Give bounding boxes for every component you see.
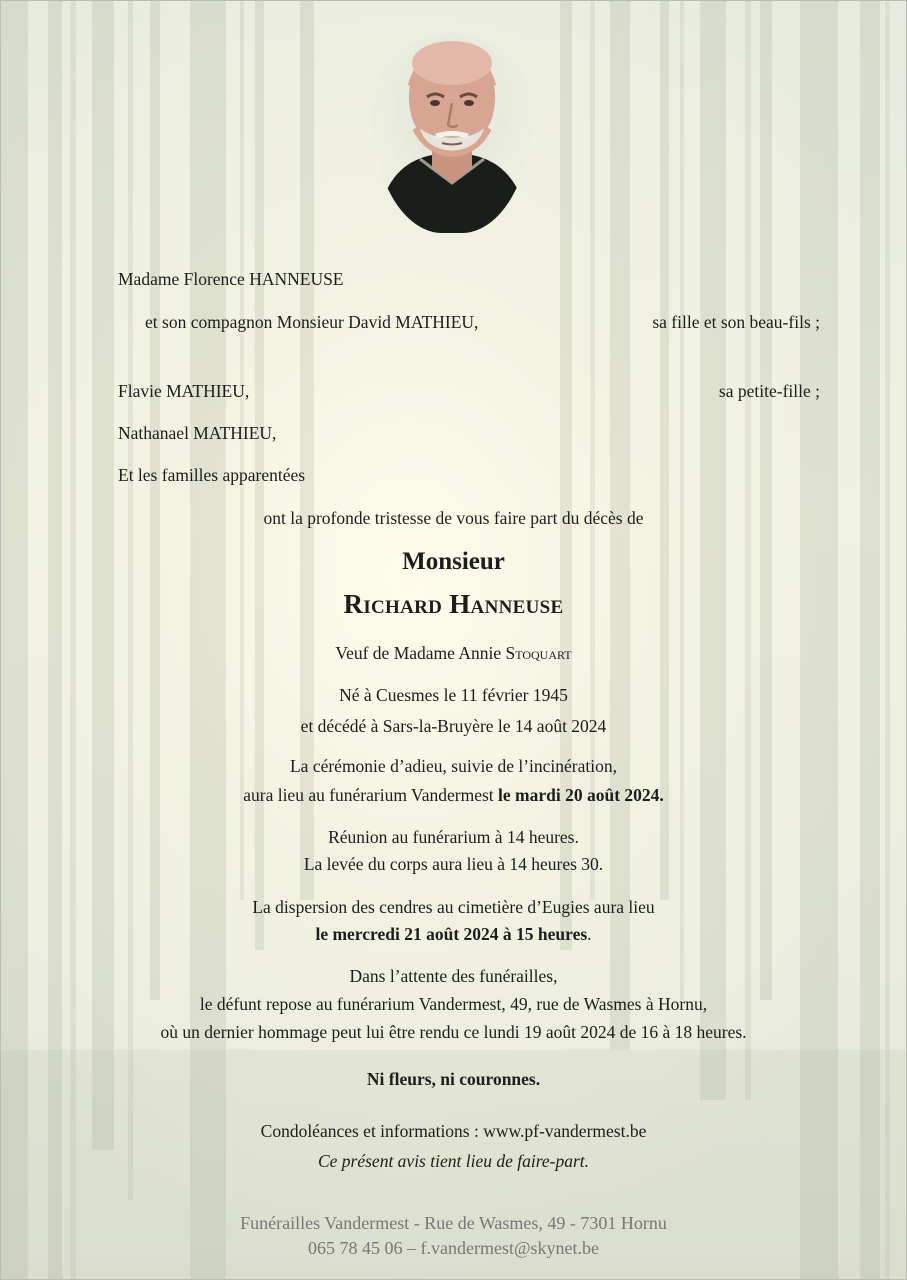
dispersion-line-2 xyxy=(0,923,907,945)
meeting-line-1: Réunion au funérarium à 14 heures. xyxy=(328,827,579,847)
ceremony-date: le mardi 20 août 2024. xyxy=(498,785,664,805)
widower-prefix: Veuf de Madame Annie xyxy=(335,643,506,663)
family-line-2-relation: sa fille et son beau-fils ; xyxy=(652,312,820,332)
widower-surname: Stoquart xyxy=(505,643,572,663)
birth-line: Né à Cuesmes le 11 février 1945 xyxy=(339,685,568,705)
rest-line-1: Dans l’attente des funérailles, xyxy=(349,966,558,986)
portrait-photo xyxy=(372,33,532,233)
dispersion-line-1: La dispersion des cendres au cimetière d’Eugies aura lieu xyxy=(252,897,655,917)
widower-line xyxy=(0,642,907,664)
announcement: ont la profonde tristesse de vous faire part du décès de xyxy=(263,508,644,528)
family-line-3-name: Flavie MATHIEU, xyxy=(118,381,250,401)
notice-line: Ce présent avis tient lieu de faire-part. xyxy=(317,1151,590,1171)
portrait-image xyxy=(372,33,532,233)
rest-line-2: le défunt repose au funérarium Vandermest, 49, rue de Wasmes à Hornu, xyxy=(199,994,708,1014)
meeting-line-2: La levée du corps aura lieu à 14 heures 30. xyxy=(303,854,604,874)
ceremony-place: aura lieu au funérarium Vandermest xyxy=(243,785,499,805)
rest-line-3: où un dernier hommage peut lui être rendu ce lundi 19 août 2024 de 16 à 18 heures. xyxy=(160,1022,747,1042)
family-line-2-name: et son compagnon Monsieur David MATHIEU, xyxy=(145,312,479,332)
dispersion-suffix: . xyxy=(587,924,592,944)
family-line-1: Madame Florence HANNEUSE xyxy=(118,269,344,289)
footer-contact: 065 78 45 06 – f.vandermest@skynet.be xyxy=(307,1238,600,1258)
dispersion-date: le mercredi 21 août 2024 à 15 heures xyxy=(315,924,588,944)
no-flowers-note: Ni fleurs, ni couronnes. xyxy=(366,1069,541,1089)
death-line: et décédé à Sars-la-Bruyère le 14 août 2024 xyxy=(300,716,607,736)
ceremony-line-2 xyxy=(0,784,907,806)
family-line-5: Et les familles apparentées xyxy=(118,465,306,485)
deceased-title: Monsieur xyxy=(402,548,505,575)
condolences-line: Condoléances et informations : www.pf-vandermest.be xyxy=(260,1121,647,1141)
footer-address: Funérailles Vandermest - Rue de Wasmes, 49 - 7301 Hornu xyxy=(240,1213,667,1233)
ceremony-line-1: La cérémonie d’adieu, suivie de l’incinération, xyxy=(289,756,617,776)
family-line-4: Nathanael MATHIEU, xyxy=(118,423,277,443)
family-line-3-relation: sa petite-fille ; xyxy=(718,381,820,401)
deceased-name: Richard Hanneuse xyxy=(343,589,564,619)
